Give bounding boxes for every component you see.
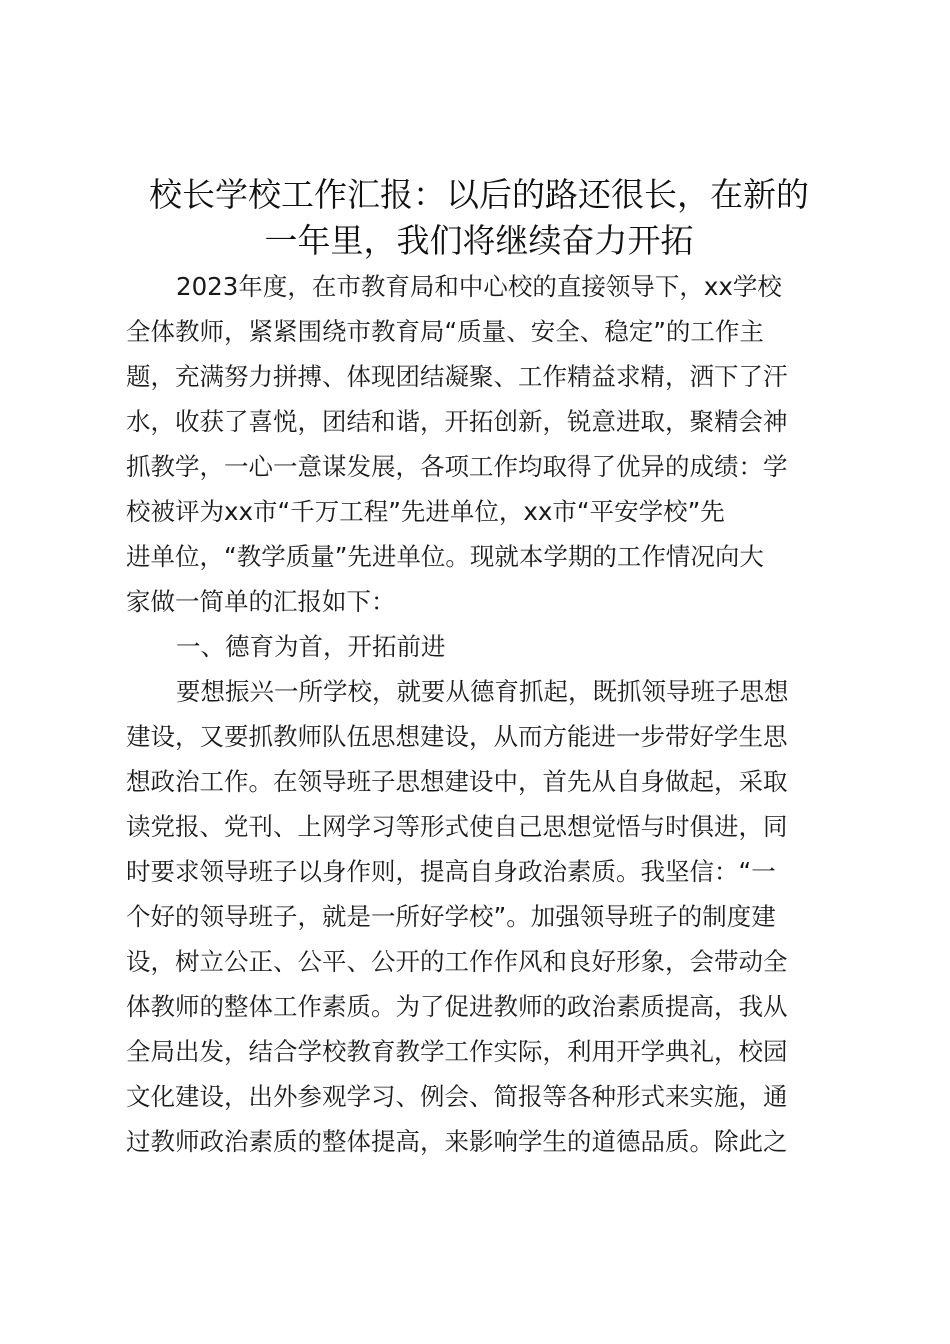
paragraph-line: 校被评为xx市“千万工程”先进单位，xx市“平安学校”先 — [126, 497, 725, 526]
document-title — [126, 172, 832, 264]
document-page — [126, 172, 832, 1164]
intro-paragraph — [126, 264, 832, 624]
paragraph-line: 个好的领导班子，就是一所好学校”。加强领导班子的制度建 — [126, 902, 776, 931]
paragraph-line: 进单位，“教学质量”先进单位。现就本学期的工作情况向大 — [126, 542, 764, 571]
paragraph-line: 2023年度，在市教育局和中心校的直接领导下，xx学校 — [176, 272, 782, 301]
paragraph-line: 建设，又要抓教师队伍思想建设，从而方能进一步带好学生思 — [126, 722, 788, 751]
section-heading: 一、德育为首，开拓前进 — [176, 632, 446, 661]
paragraph-line: 时要求领导班子以身作则，提高自身政治素质。我坚信：“一 — [126, 857, 776, 886]
paragraph-line: 抓教学，一心一意谋发展，各项工作均取得了优异的成绩：学 — [126, 452, 788, 481]
paragraph-line: 家做一简单的汇报如下： — [126, 587, 396, 616]
paragraph-line: 读党报、党刊、上网学习等形式使自己思想觉悟与时俱进，同 — [126, 812, 788, 841]
paragraph-line: 全局出发，结合学校教育教学工作实际，利用开学典礼，校园 — [126, 1037, 788, 1066]
paragraph-line: 想政治工作。在领导班子思想建设中，首先从自身做起，采取 — [126, 767, 788, 796]
paragraph-line: 过教师政治素质的整体提高，来影响学生的道德品质。除此之 — [126, 1127, 788, 1156]
paragraph-line: 全体教师，紧紧围绕市教育局“质量、安全、稳定”的工作主 — [126, 317, 764, 346]
paragraph-line: 设，树立公正、公平、公开的工作作风和良好形象，会带动全 — [126, 947, 788, 976]
title-line: 校长学校工作汇报：以后的路还很长，在新的 — [149, 175, 809, 214]
paragraph-line: 水，收获了喜悦，团结和谐，开拓创新，锐意进取，聚精会神 — [126, 407, 788, 436]
body-paragraph — [126, 669, 832, 1164]
paragraph-line: 文化建设，出外参观学习、例会、简报等各种形式来实施，通 — [126, 1082, 788, 1111]
paragraph-line: 要想振兴一所学校，就要从德育抓起，既抓领导班子思想 — [176, 677, 789, 706]
paragraph-line: 题，充满努力拼搏、体现团结凝聚、工作精益求精，洒下了汗 — [126, 362, 788, 391]
title-line: 一年里，我们将继续奋力开拓 — [264, 221, 694, 260]
paragraph-line: 体教师的整体工作素质。为了促进教师的政治素质提高，我从 — [126, 992, 788, 1021]
